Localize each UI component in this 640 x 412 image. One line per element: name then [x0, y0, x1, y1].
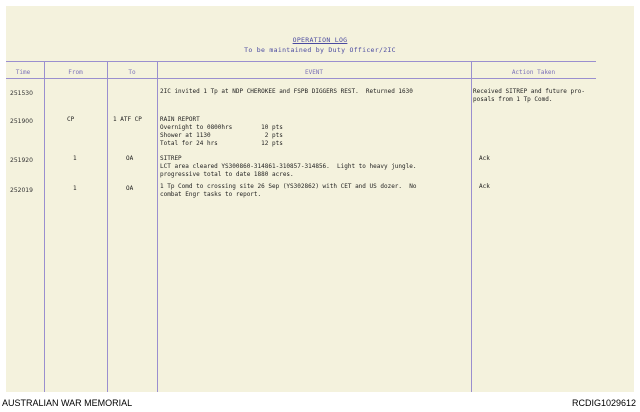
- row-action: Received SITREP and future pro- posals from 1 Tp Comd.: [473, 88, 585, 103]
- row-to: OA: [126, 185, 134, 192]
- row-time: 252019: [10, 187, 33, 194]
- col-header-from: From: [68, 69, 83, 76]
- log-subtitle: To be maintained by Duty Officer/2IC: [244, 46, 396, 54]
- col-header-time: Time: [15, 69, 31, 76]
- col-divider-to: [157, 61, 158, 392]
- row-time: 251900: [10, 118, 33, 125]
- col-divider-event: [471, 61, 472, 392]
- row-event: RAIN REPORT Overnight to 0800hrs 10 pts Shower at 1130 2 pts Total for 24 hrs 12 pts: [160, 116, 283, 147]
- row-from: 1: [73, 185, 77, 192]
- row-from: 1: [73, 155, 77, 162]
- log-title: OPERATION LOG: [292, 36, 348, 44]
- row-time: 251920: [10, 157, 33, 164]
- row-time: 251530: [10, 90, 33, 97]
- row-event: 1 Tp Comd to crossing site 26 Sep (YS302862) with CET and US dozer. No combat Engr tasks to report.: [160, 183, 417, 198]
- table-header-rule: [6, 78, 596, 79]
- col-header-to: To: [128, 69, 136, 76]
- col-header-event: EVENT: [304, 69, 324, 76]
- row-event: 2IC invited 1 Tp at NDP CHEROKEE and FSPB DIGGERS REST. Returned 1630: [160, 88, 413, 95]
- row-to: 1 ATF CP: [113, 116, 142, 123]
- archive-reference: RCDIG1029612: [571, 398, 636, 408]
- col-divider-time: [44, 61, 45, 392]
- row-to: OA: [126, 155, 134, 162]
- row-action: Ack: [479, 183, 490, 190]
- table-top-rule: [6, 61, 596, 62]
- row-event: SITREP LCT area cleared YS300860-314861-310857-314856. Light to heavy jungle. progressive total to date 1880 acres.: [160, 155, 417, 178]
- row-action: Ack: [479, 155, 490, 162]
- col-header-action: Action Taken: [511, 69, 556, 76]
- col-divider-from: [107, 61, 108, 392]
- row-from: CP: [67, 116, 75, 123]
- log-sheet: [6, 6, 634, 392]
- archive-credit: AUSTRALIAN WAR MEMORIAL: [2, 398, 133, 408]
